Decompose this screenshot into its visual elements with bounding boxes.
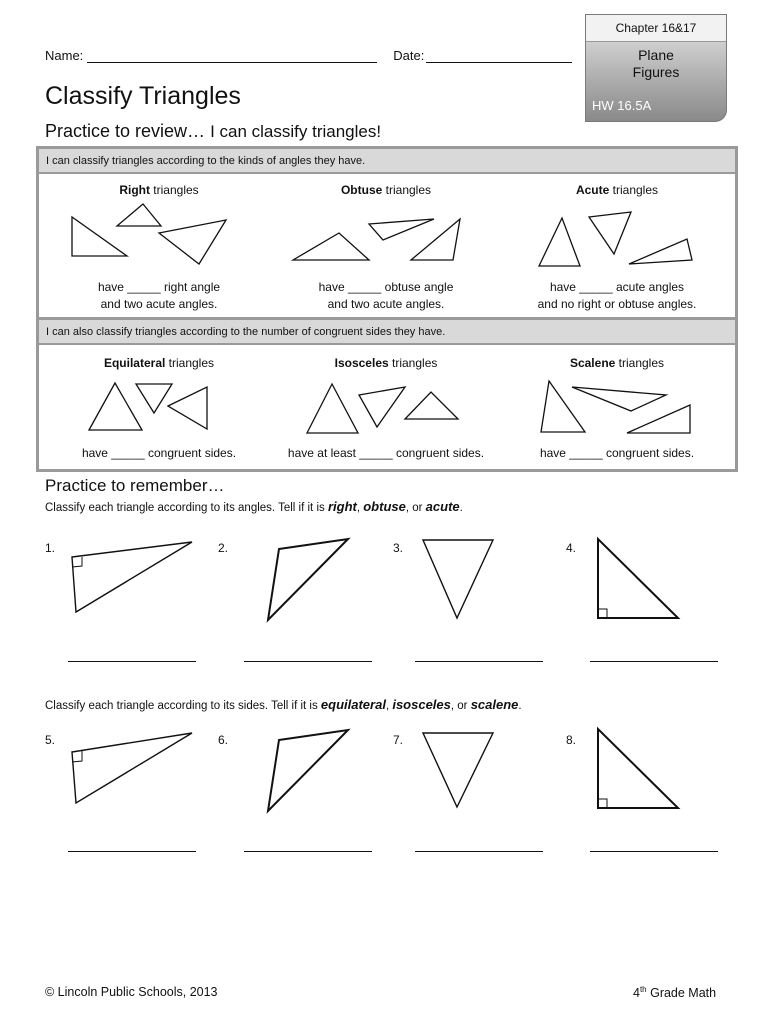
problem-3-triangle xyxy=(423,540,493,618)
topic-line-2: Figures xyxy=(632,64,680,80)
obtuse-desc: have _____ obtuse angle and two acute angles. xyxy=(318,280,454,311)
answer-line-4[interactable] xyxy=(590,661,718,662)
equilateral-desc: have _____ congruent sides. xyxy=(81,446,237,460)
problem-number-6: 6. xyxy=(218,733,229,747)
answer-line-8[interactable] xyxy=(590,851,718,852)
sides-header: I can also classify triangles according to the number of congruent sides they have. xyxy=(39,320,735,345)
problem-6-triangle xyxy=(268,730,348,811)
scalene-desc: have _____ congruent sides. xyxy=(539,446,695,460)
acute-title: Acute triangles xyxy=(575,183,659,197)
problem-5-triangle xyxy=(72,733,192,803)
problem-number-5: 5. xyxy=(45,733,56,747)
obtuse-title: Obtuse triangles xyxy=(340,183,432,197)
scalene-title: Scalene triangles xyxy=(569,356,665,370)
problem-number-7: 7. xyxy=(393,733,404,747)
right-title: Right triangles xyxy=(119,183,199,197)
date-label: Date: xyxy=(393,48,425,63)
problem-4-right-mark xyxy=(598,609,607,618)
problem-7-triangle xyxy=(423,733,493,807)
problem-number-1: 1. xyxy=(45,541,56,555)
sides-instructions: Classify each triangle according to its sides. Tell if it is equilateral, isosceles, or scalene. xyxy=(45,697,522,712)
problem-2-triangle xyxy=(268,539,348,620)
right-desc: have _____ right angle and two acute angles. xyxy=(97,280,221,311)
problem-8-right-mark xyxy=(598,799,607,808)
practice-review-title: Practice to review… xyxy=(45,121,206,141)
problem-1-triangle xyxy=(72,542,192,612)
problem-number-8: 8. xyxy=(566,733,577,747)
practice-remember-heading: Practice to remember… xyxy=(45,476,225,495)
problem-number-2: 2. xyxy=(218,541,229,555)
hw-label: HW 16.5A xyxy=(592,98,652,113)
practice-review-subtitle: I can classify triangles! xyxy=(210,122,382,141)
answer-line-7[interactable] xyxy=(415,851,543,852)
angles-instructions: Classify each triangle according to its angles. Tell if it is right, obtuse, or acute. xyxy=(45,499,463,514)
answer-line-3[interactable] xyxy=(415,661,543,662)
problem-number-3: 3. xyxy=(393,541,404,555)
isosceles-title: Isosceles triangles xyxy=(334,356,438,370)
problem-8-triangle xyxy=(598,729,678,808)
answer-line-1[interactable] xyxy=(68,661,196,662)
answer-line-2[interactable] xyxy=(244,661,372,662)
problem-1-right-mark xyxy=(72,557,82,567)
footer-copyright: © Lincoln Public Schools, 2013 xyxy=(45,985,218,999)
problem-number-4: 4. xyxy=(566,541,577,555)
name-label: Name: xyxy=(45,48,84,63)
answer-line-5[interactable] xyxy=(68,851,196,852)
problem-4-triangle xyxy=(598,539,678,618)
page-title: Classify Triangles xyxy=(45,82,241,110)
chapter-label: Chapter 16&17 xyxy=(586,15,726,42)
answer-line-6[interactable] xyxy=(244,851,372,852)
acute-desc: have _____ acute angles and no right or obtuse angles. xyxy=(537,280,697,311)
footer-grade: 4th Grade Math xyxy=(633,985,717,1001)
problem-5-right-mark xyxy=(72,751,82,762)
equilateral-title: Equilateral triangles xyxy=(103,356,215,370)
isosceles-desc: have at least _____ congruent sides. xyxy=(287,446,485,460)
topic-line-1: Plane xyxy=(638,47,674,63)
angles-header: I can classify triangles according to the kinds of angles they have. xyxy=(39,149,735,174)
